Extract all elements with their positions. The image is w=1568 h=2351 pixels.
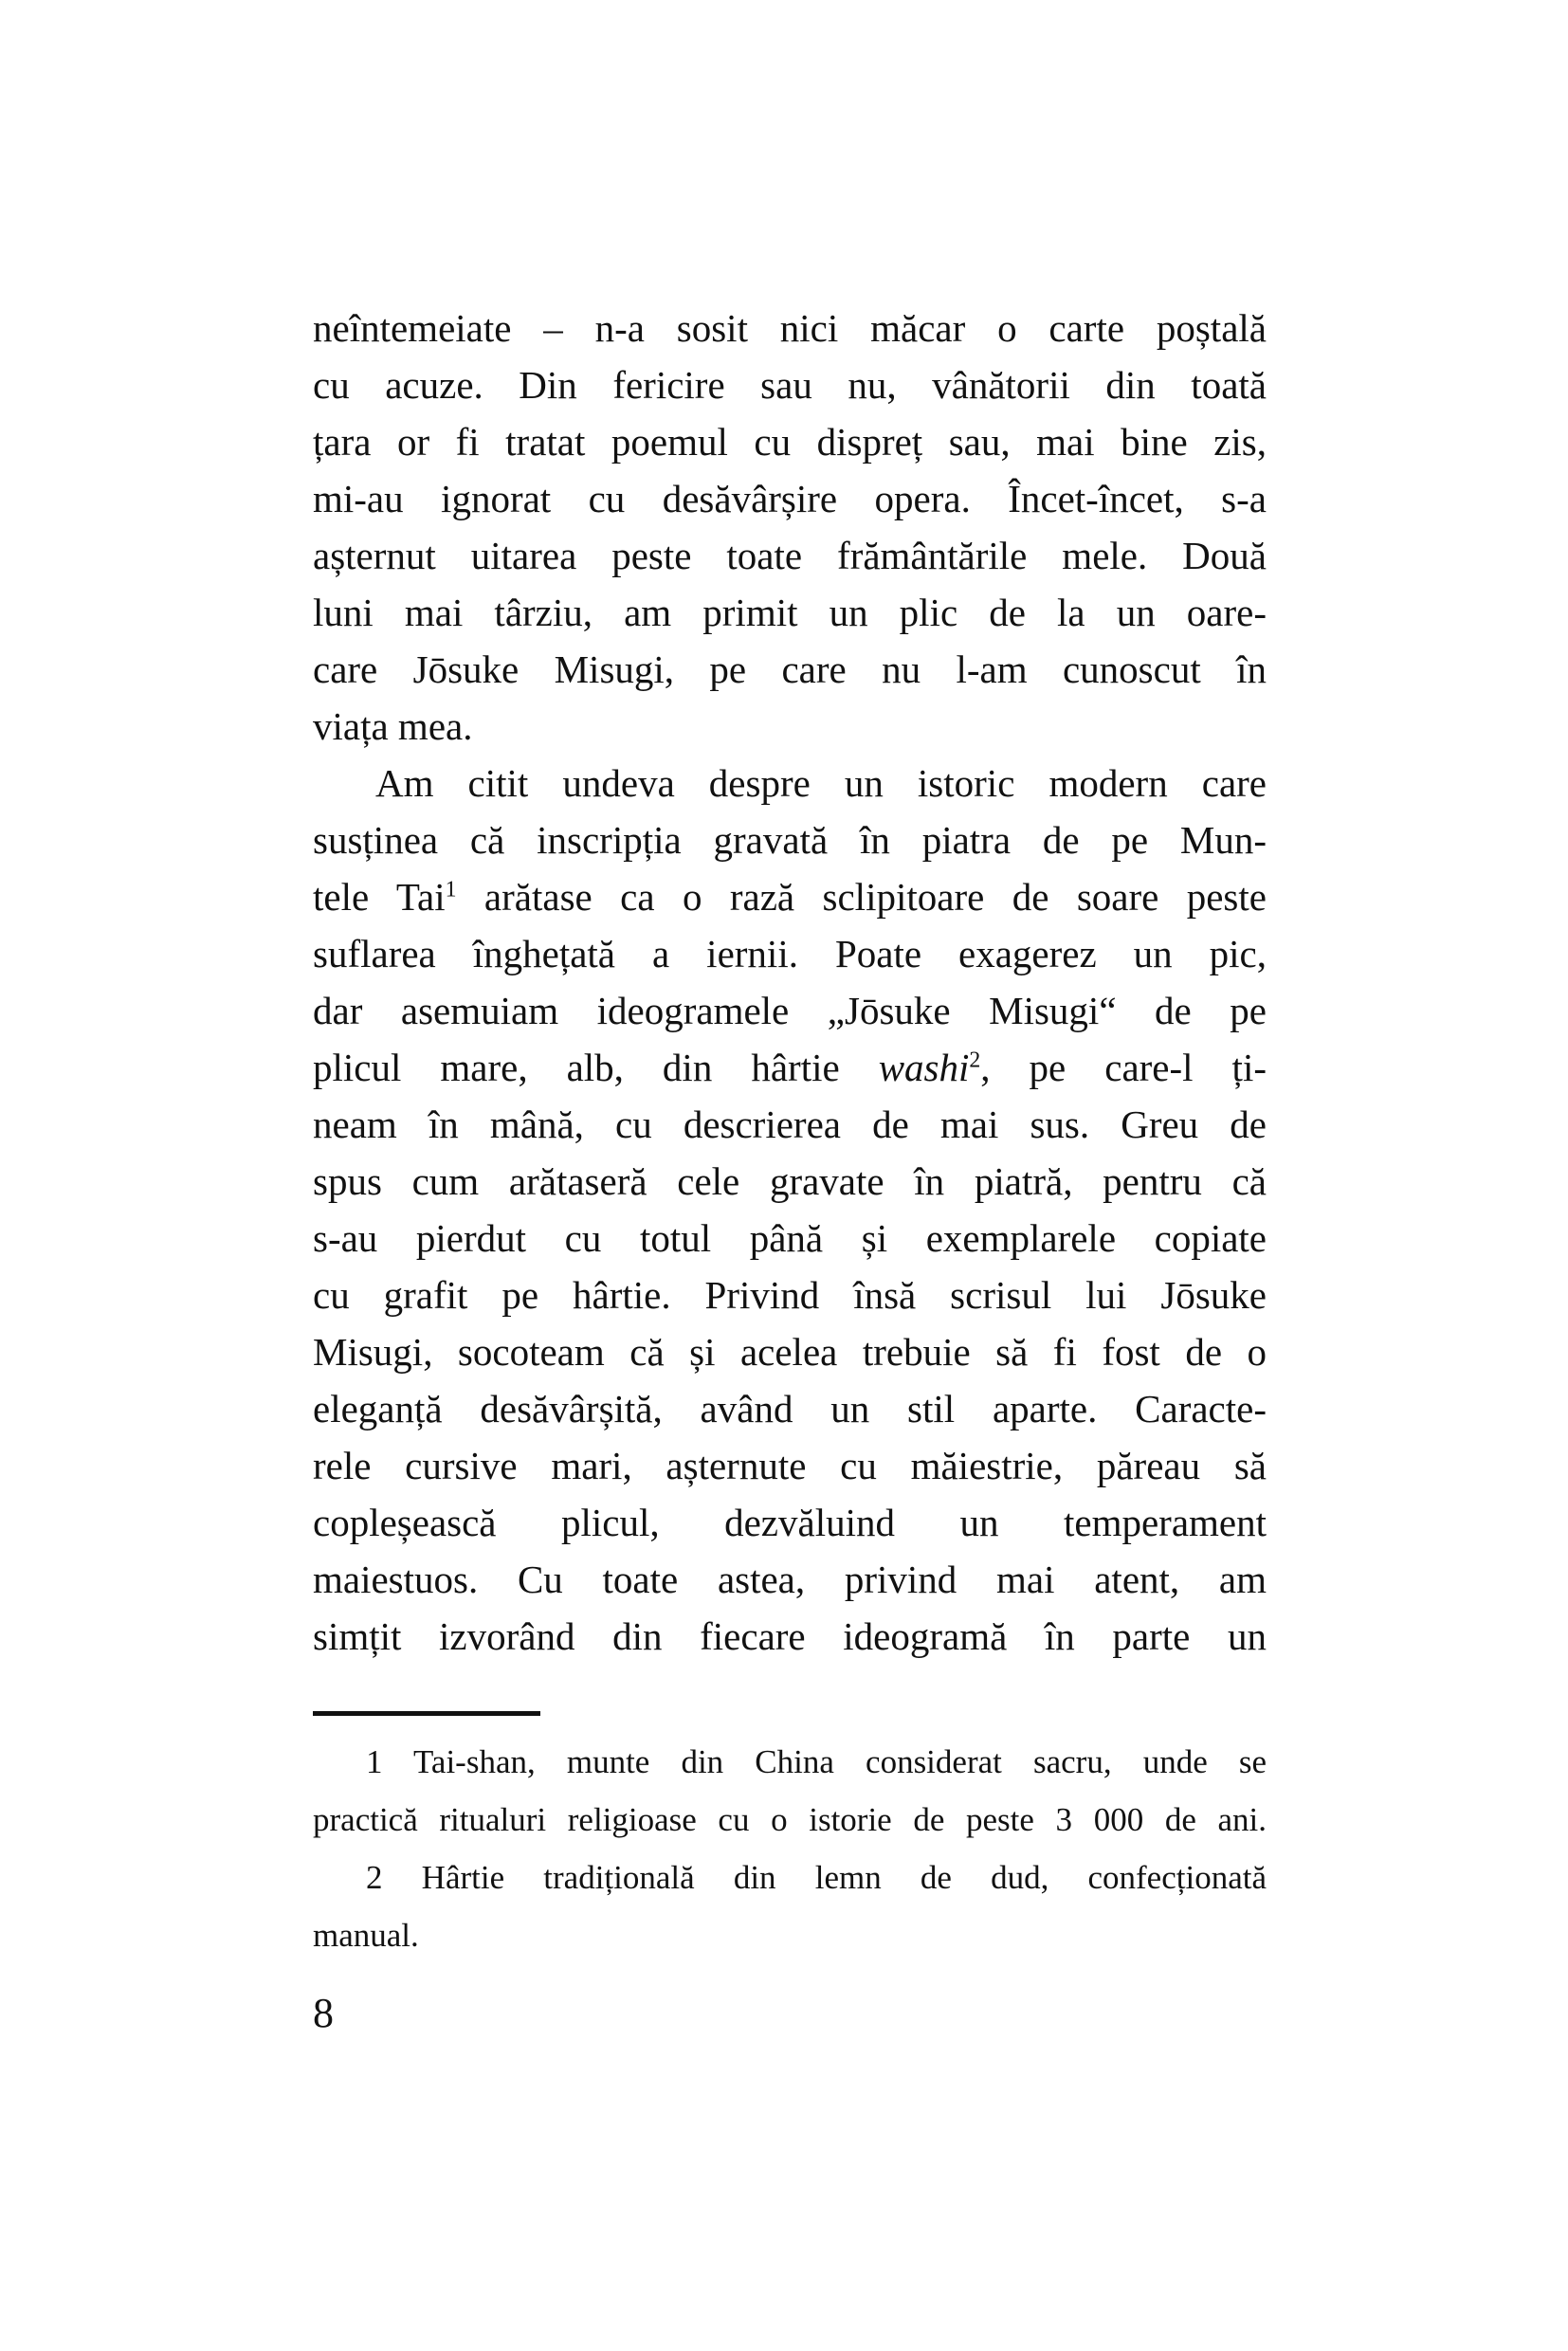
body-line — [313, 470, 1267, 527]
body-line — [313, 300, 1267, 356]
body-line — [313, 755, 1267, 811]
footnote-line — [313, 1906, 1267, 1964]
text-segment: copleșească plicul, dezvăluind un temperament — [313, 1501, 1267, 1544]
text-segment-sup: 2 — [969, 1048, 981, 1073]
text-segment: plicul mare, alb, din hârtie — [313, 1046, 879, 1089]
text-segment: 2 Hârtie tradițională din lemn de dud, confecționată — [366, 1859, 1267, 1896]
body-line — [313, 1039, 1267, 1096]
text-segment: practică ritualuri religioase cu o istorie de peste 3 000 de ani. — [313, 1801, 1267, 1838]
text-segment: dar asemuiam ideogramele „Jōsuke Misugi“ de pe — [313, 989, 1267, 1032]
text-segment: viața mea. — [313, 704, 473, 748]
text-segment: s-au pierdut cu totul până și exemplarele copiate — [313, 1216, 1267, 1260]
text-segment-sup: 1 — [445, 877, 457, 902]
body-line — [313, 1437, 1267, 1494]
body-line — [313, 1494, 1267, 1551]
text-segment: neam în mână, cu descrierea de mai sus. Greu de — [313, 1103, 1267, 1146]
body-line — [313, 1267, 1267, 1323]
body-line — [313, 698, 1267, 755]
body-line — [313, 982, 1267, 1039]
footnotes — [313, 1733, 1267, 1964]
footnote-line — [313, 1849, 1267, 1906]
body-line — [313, 1210, 1267, 1267]
text-column — [313, 300, 1267, 2038]
body-line — [313, 811, 1267, 868]
body-line — [313, 1608, 1267, 1665]
text-segment: tele Tai — [313, 875, 446, 919]
body-line — [313, 1323, 1267, 1380]
body-line — [313, 527, 1267, 584]
text-segment: neîntemeiate – n-a sosit nici măcar o carte poștală — [313, 306, 1267, 350]
text-segment: țara or fi tratat poemul cu dispreț sau, mai bine zis, — [313, 420, 1267, 464]
text-segment: eleganță desăvârșită, având un stil aparte. Caracte- — [313, 1387, 1267, 1431]
text-segment: care Jōsuke Misugi, pe care nu l-am cunoscut în — [313, 647, 1267, 691]
body-line — [313, 1096, 1267, 1153]
text-segment: 1 Tai-shan, munte din China considerat sacru, unde se — [366, 1743, 1267, 1780]
page-number: 8 — [313, 1990, 334, 2036]
body-line — [313, 584, 1267, 641]
text-segment: luni mai târziu, am primit un plic de la un oare- — [313, 591, 1267, 634]
text-segment: manual. — [313, 1917, 419, 1954]
body-paragraphs — [313, 300, 1267, 1665]
text-segment: Am citit undeva despre un istoric modern care — [375, 761, 1267, 805]
text-segment: cu grafit pe hârtie. Privind însă scrisul lui Jōsuke — [313, 1273, 1267, 1317]
text-segment: suflarea înghețată a iernii. Poate exagerez un pic, — [313, 932, 1267, 975]
text-segment: spus cum arătaseră cele gravate în piatră, pentru că — [313, 1159, 1267, 1203]
text-segment: maiestuos. Cu toate astea, privind mai atent, am — [313, 1558, 1267, 1601]
body-line — [313, 413, 1267, 470]
text-segment-italic: washi — [878, 1046, 970, 1089]
text-segment: simțit izvorând din fiecare ideogramă în parte un — [313, 1614, 1267, 1658]
text-segment: mi-au ignorat cu desăvârșire opera. Încet-încet, s-a — [313, 477, 1267, 520]
text-segment: Misugi, socoteam că și acelea trebuie să fi fost de o — [313, 1330, 1267, 1374]
text-segment: cu acuze. Din fericire sau nu, vânătorii din toată — [313, 363, 1267, 407]
text-segment: rele cursive mari, așternute cu măiestrie, păreau să — [313, 1444, 1267, 1487]
body-line — [313, 925, 1267, 982]
text-segment: arătase ca o rază sclipitoare de soare peste — [456, 875, 1267, 919]
body-line — [313, 868, 1267, 925]
body-line — [313, 1380, 1267, 1437]
body-line — [313, 641, 1267, 698]
body-line — [313, 356, 1267, 413]
text-segment: așternut uitarea peste toate frământările mele. Două — [313, 534, 1267, 577]
text-segment: susținea că inscripția gravată în piatra de pe Mun- — [313, 818, 1267, 862]
text-segment: , pe care-l ți- — [980, 1046, 1267, 1089]
footnote-line — [313, 1791, 1267, 1849]
body-line — [313, 1153, 1267, 1210]
footnote-separator — [313, 1711, 540, 1716]
footnote-line — [313, 1733, 1267, 1791]
body-line — [313, 1551, 1267, 1608]
